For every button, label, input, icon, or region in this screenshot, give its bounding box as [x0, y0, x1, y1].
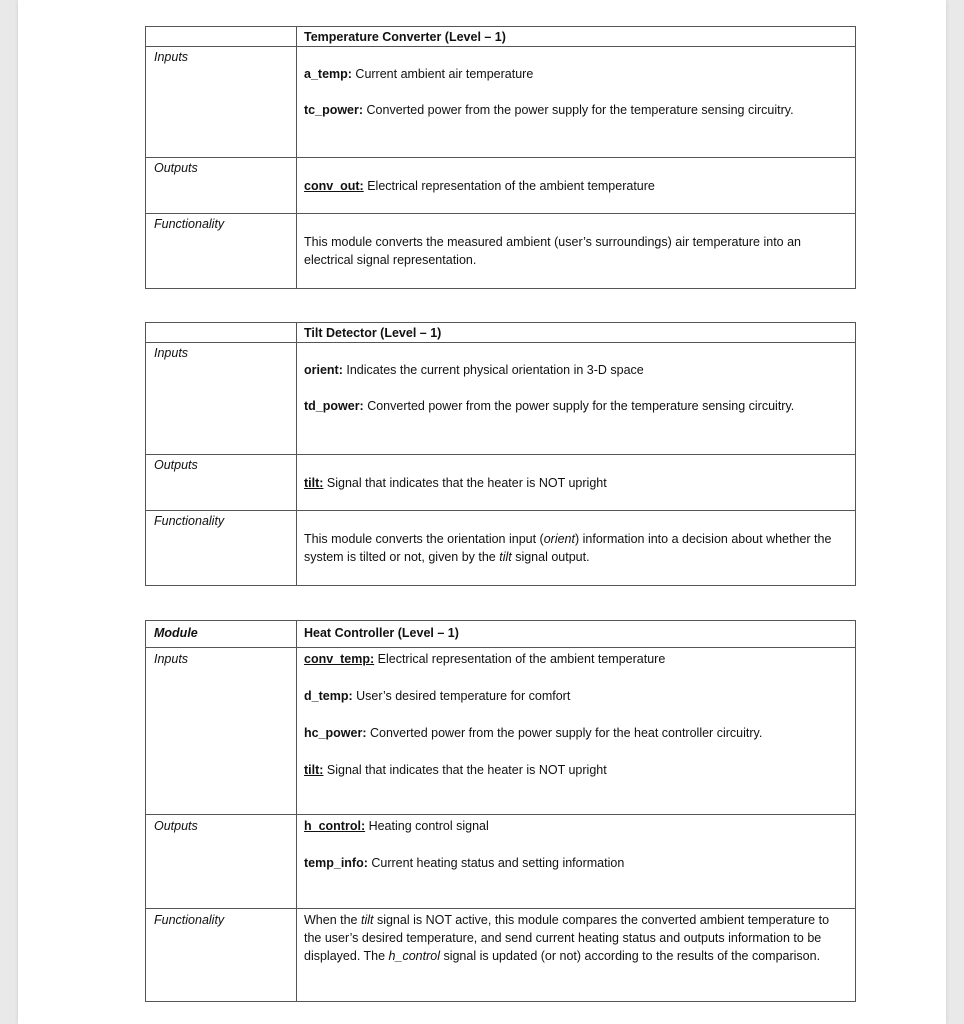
text-run: When the	[304, 913, 361, 927]
input-item	[304, 361, 847, 379]
input-item	[304, 687, 847, 705]
output-item	[304, 474, 847, 492]
functionality-label: Functionality	[146, 511, 297, 586]
outputs-label: Outputs	[146, 455, 297, 511]
tilt-detector-table	[145, 322, 856, 586]
functionality-cell	[297, 511, 856, 586]
signal-description: Converted power from the power supply for the heat controller circuitry.	[366, 726, 763, 740]
signal-name: d_temp:	[304, 689, 353, 703]
inputs-cell	[297, 47, 856, 158]
signal-name: h_control:	[304, 819, 366, 833]
signal-reference: orient	[543, 532, 575, 546]
signal-description: Electrical representation of the ambient temperature	[363, 179, 655, 193]
signal-description: Current ambient air temperature	[351, 67, 534, 81]
functionality-label: Functionality	[146, 214, 297, 289]
functionality-text	[304, 911, 847, 965]
signal-description: Signal that indicates that the heater is NOT upright	[323, 763, 607, 777]
functionality-text	[304, 530, 847, 566]
input-item	[304, 761, 847, 779]
outputs-label: Outputs	[146, 815, 297, 909]
signal-description: Electrical representation of the ambient temperature	[374, 652, 666, 666]
text-run: This module converts the orientation input (	[304, 532, 544, 546]
input-item	[304, 724, 847, 742]
signal-name: conv_out:	[304, 179, 364, 193]
signal-name: tilt:	[304, 476, 324, 490]
temperature-converter-table	[145, 26, 856, 289]
header-empty-cell	[146, 27, 297, 47]
signal-name: td_power:	[304, 399, 364, 413]
output-item	[304, 854, 847, 872]
module-title: Tilt Detector (Level – 1)	[297, 323, 856, 343]
text-run: signal is updated (or not) according to the results of the comparison.	[439, 949, 821, 963]
signal-name: conv_temp:	[304, 652, 375, 666]
signal-name: temp_info:	[304, 856, 368, 870]
functionality-text: This module converts the measured ambient (user’s surroundings) air temperature into an electrical signal representation.	[304, 235, 802, 267]
heat-controller-table	[145, 620, 856, 1002]
signal-name: tc_power:	[304, 103, 364, 117]
signal-description: Indicates the current physical orientation in 3-D space	[342, 363, 644, 377]
text-run: ) information into a decision about whether the system is tilted or not, given by the	[304, 532, 832, 564]
inputs-cell	[297, 343, 856, 455]
module-label: Module	[146, 621, 297, 648]
signal-description: Signal that indicates that the heater is NOT upright	[323, 476, 607, 490]
signal-reference: tilt	[360, 913, 374, 927]
signal-description: Converted power from the power supply for the temperature sensing circuitry.	[363, 103, 794, 117]
functionality-label: Functionality	[146, 909, 297, 1002]
outputs-label: Outputs	[146, 158, 297, 214]
input-item	[304, 65, 847, 83]
output-item	[304, 817, 847, 835]
signal-name: tilt:	[304, 763, 324, 777]
module-title: Temperature Converter (Level – 1)	[297, 27, 856, 47]
inputs-cell	[297, 648, 856, 815]
input-item	[304, 101, 847, 119]
module-title: Heat Controller (Level – 1)	[297, 621, 856, 648]
signal-name: a_temp:	[304, 67, 352, 81]
outputs-cell	[297, 455, 856, 511]
signal-name: hc_power:	[304, 726, 367, 740]
document-page	[18, 0, 946, 1024]
signal-name: orient:	[304, 363, 343, 377]
text-run: signal output.	[511, 550, 590, 564]
output-item	[304, 177, 847, 195]
signal-reference: tilt	[499, 550, 512, 564]
inputs-label: Inputs	[146, 648, 297, 815]
text-run: signal is NOT active, this module compares the converted ambient temperature to the user’s desired temperature, and send current heating status and outputs information to be displayed. The	[304, 913, 830, 963]
inputs-label: Inputs	[146, 47, 297, 158]
input-item	[304, 650, 847, 668]
input-item	[304, 397, 847, 415]
functionality-cell	[297, 214, 856, 289]
inputs-label: Inputs	[146, 343, 297, 455]
outputs-cell	[297, 158, 856, 214]
signal-description: Converted power from the power supply for the temperature sensing circuitry.	[363, 399, 795, 413]
header-empty-cell	[146, 323, 297, 343]
signal-reference: h_control	[388, 949, 440, 963]
outputs-cell	[297, 815, 856, 909]
signal-description: User’s desired temperature for comfort	[352, 689, 571, 703]
signal-description: Heating control signal	[365, 819, 489, 833]
signal-description: Current heating status and setting information	[367, 856, 625, 870]
functionality-cell	[297, 909, 856, 1002]
